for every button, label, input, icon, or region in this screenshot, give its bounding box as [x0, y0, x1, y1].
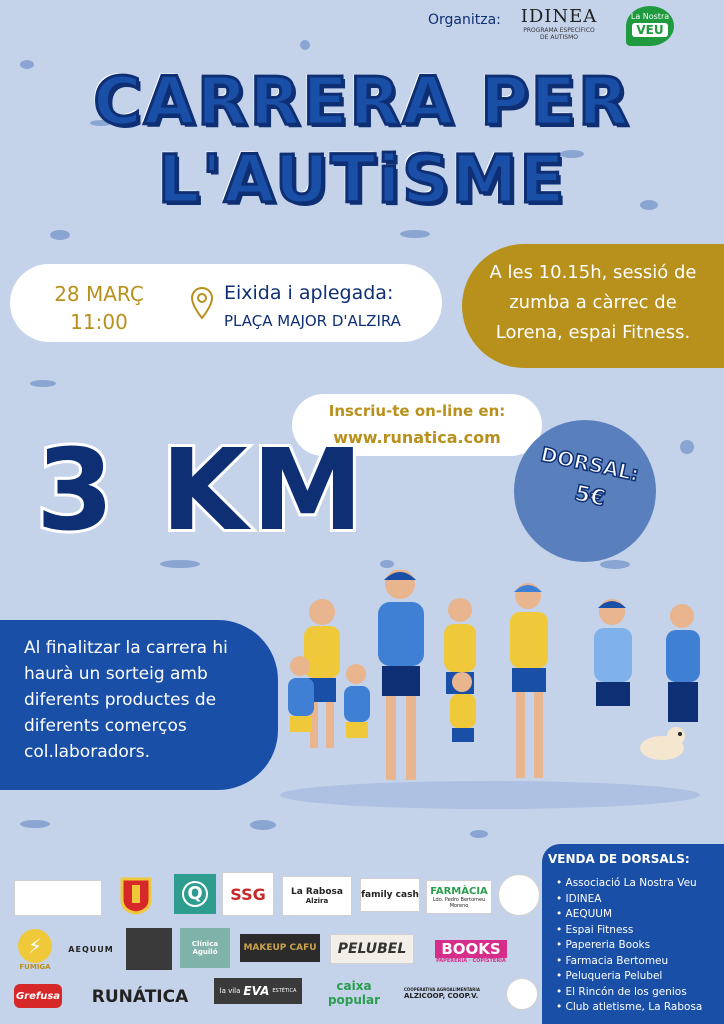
sales-item: • AEQUUM — [556, 908, 613, 920]
sales-item: • Peluqueria Pelubel — [556, 970, 663, 982]
idinea-name: IDINEA — [520, 6, 598, 27]
sponsor-runatica-label: RUNÁTICA — [91, 987, 189, 1007]
sponsor-grefusa-logo — [14, 984, 62, 1008]
runners-illustration — [270, 570, 724, 810]
sales-list — [556, 876, 720, 1016]
sponsor-alzira-crest — [110, 872, 162, 916]
sponsor-aequum-label: AEQUUM — [68, 944, 114, 954]
sponsor-q-logo — [174, 874, 216, 914]
la-nostra-veu-logo — [626, 6, 674, 46]
idinea-logo — [520, 6, 598, 50]
sales-item: • Associació La Nostra Veu — [556, 877, 697, 889]
sponsor-farmacia-logo — [426, 880, 492, 914]
event-time: 11:00 — [70, 310, 128, 334]
title-line-1: CARRERA PER — [93, 63, 631, 140]
sponsor-alzicoop-logo — [404, 980, 500, 1006]
raffle-line-1: Al finalitzar la carrera hi — [24, 638, 228, 658]
zumba-line-1: A les 10.15h, sessió de — [489, 262, 697, 283]
veu-name-bottom: VEU — [632, 23, 668, 37]
sales-item: • Espai Fitness — [556, 923, 634, 936]
sponsor-clinica-label: Clínica Aguiló — [191, 940, 219, 956]
sponsor-farmacia-sub: Ldo. Pedro Bertomeu Moreno — [432, 896, 486, 909]
sponsor-q-label: Q — [182, 881, 208, 907]
raffle-line-2: haurà un sorteig amb — [24, 664, 208, 684]
sponsor-ssg-logo — [222, 872, 274, 916]
lightning-icon: ⚡ — [18, 929, 52, 963]
raffle-line-5: col.laboradors. — [24, 742, 151, 762]
sponsor-makeup-logo — [240, 934, 320, 962]
sponsor-eva-post: ESTÈTICA — [272, 988, 297, 994]
sponsor-clinica-logo — [180, 928, 230, 968]
sponsor-dark-logo — [126, 928, 172, 970]
dorsal-price: 5€ — [572, 481, 608, 512]
sponsor-pelubel-label: PELUBEL — [337, 941, 407, 957]
sponsor-grefusa-label: Grefusa — [15, 990, 61, 1002]
sales-item: • Papereria Books — [556, 939, 651, 951]
location-pin-icon — [190, 286, 214, 324]
sponsor-books-logo — [424, 934, 518, 970]
sales-item: • Farmacia Bertomeu — [556, 954, 669, 967]
sales-title: VENDA DE DORSALS: — [548, 852, 690, 866]
sponsor-la-rabosa-logo — [282, 876, 352, 916]
sponsor-runatica-logo — [70, 984, 210, 1010]
sponsor-family-cash-label: family cash — [361, 890, 419, 900]
sponsor-books-sub: PAPERERIA · COPISTERIA — [436, 958, 506, 964]
sponsor-caixa-popular-logo — [310, 980, 398, 1006]
zumba-line-2: zumba a càrrec de — [509, 292, 677, 313]
sponsor-pelubel-logo — [330, 934, 414, 964]
sponsor-rincon-logo — [498, 874, 540, 916]
sales-item: • IDINEA — [556, 892, 602, 905]
sales-item: • El Rincón de los genios — [556, 985, 687, 998]
distance-label: 3 KM — [36, 426, 368, 556]
sponsor-alzicoop-label: ALZICOOP, COOP.V. — [404, 991, 479, 1000]
sponsor-ssg-label: SSG — [230, 884, 266, 904]
sponsor-eva-logo — [214, 978, 302, 1004]
registration-url[interactable]: www.runatica.com — [333, 428, 501, 447]
location-label: Eixida i aplegada: — [224, 282, 394, 304]
raffle-line-3: diferents productes de — [24, 690, 217, 710]
sponsor-aequum-logo — [64, 934, 118, 964]
organizer-label: Organitza: — [428, 12, 501, 28]
sponsor-caixa-label: caixa popular — [327, 980, 381, 1006]
sponsor-la-rabosa-label: La Rabosa — [290, 887, 343, 897]
sponsor-eva-pre: la vila — [219, 987, 241, 995]
sponsor-logo-1 — [14, 880, 102, 916]
sponsor-rincon-small-logo — [506, 978, 538, 1010]
veu-name-top: La Nostra — [630, 12, 670, 21]
dorsal-label: DORSAL: — [538, 441, 642, 487]
registration-line-1: Inscriu-te on-line en: — [328, 402, 506, 420]
sponsor-family-cash-logo — [360, 878, 420, 912]
sponsor-eva-label: EVA — [243, 984, 270, 998]
raffle-line-4: diferents comerços — [24, 716, 187, 736]
zumba-line-3: Lorena, espai Fitness. — [495, 322, 691, 343]
sponsor-la-rabosa-sub: Alzira — [305, 897, 329, 905]
sponsor-fumiga-logo — [14, 924, 56, 976]
sponsor-books-label: BOOKS — [435, 940, 506, 958]
sales-item: • Club atletisme, La Rabosa — [556, 1001, 703, 1013]
sponsor-alzicoop-pre: COOPERATIVA AGROALIMENTARIA — [404, 986, 480, 992]
location-value: PLAÇA MAJOR D'ALZIRA — [224, 312, 401, 330]
sponsor-makeup-label: MAKEUP CAFU — [243, 943, 317, 953]
idinea-sub: PROGRAMA ESPECÍFICO DE AUTISMO — [523, 27, 595, 41]
sponsor-fumiga-label: FUMIGA — [19, 963, 51, 971]
event-date: 28 MARÇ — [54, 282, 144, 306]
sponsor-farmacia-label: FARMÀCIA — [430, 885, 488, 897]
title-line-2: L'AUTiSME — [157, 141, 567, 218]
